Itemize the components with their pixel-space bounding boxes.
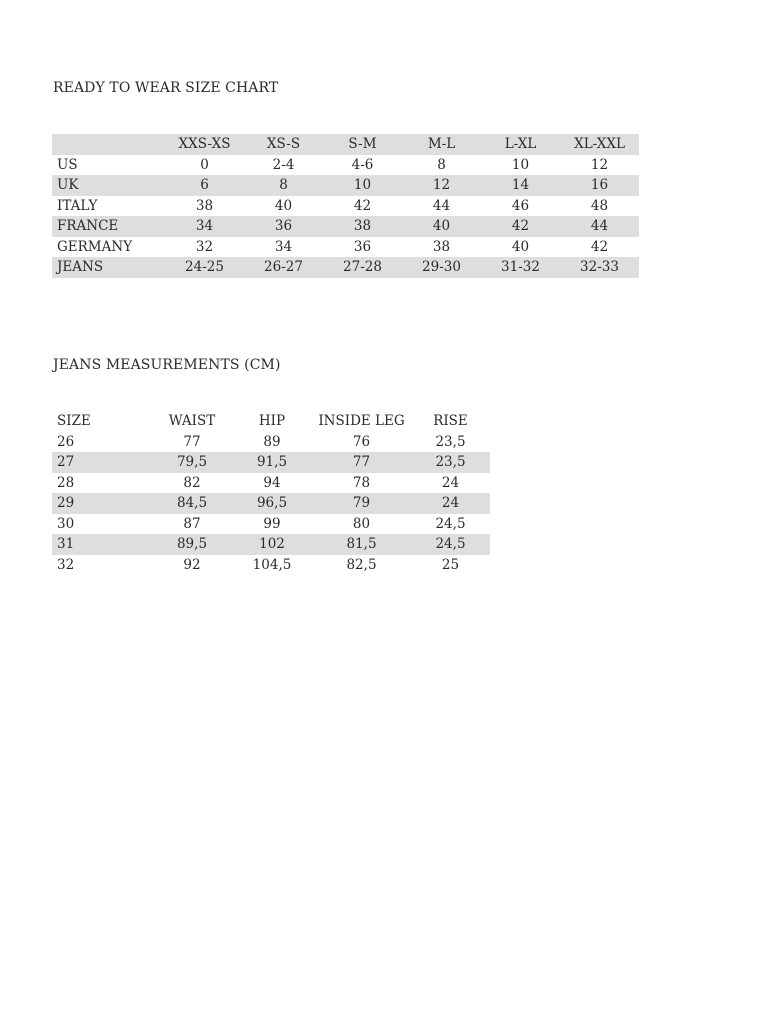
table-row [52, 452, 490, 473]
table-cell: 89 [263, 433, 281, 450]
row-label: 26 [57, 433, 75, 450]
table-cell: 2-4 [272, 156, 295, 173]
table-row [52, 432, 490, 453]
table-cell: 79 [312, 493, 411, 514]
table-cell: 96,5 [232, 493, 312, 514]
table-cell: 6 [165, 175, 244, 196]
table-cell: 40 [274, 197, 293, 214]
table-cell: 34 [165, 216, 244, 237]
table-cell: 81,5 [312, 534, 411, 555]
table-cell: 84,5 [152, 493, 232, 514]
table-cell: 99 [263, 515, 281, 532]
table-cell: 76 [352, 433, 371, 450]
table-row [52, 257, 639, 278]
table-cell: 44 [560, 216, 639, 237]
table-cell: 40 [511, 238, 530, 255]
row-label: 28 [57, 474, 75, 491]
column-header: RISE [433, 413, 468, 429]
table-cell: 0 [200, 156, 209, 173]
table-cell: 102 [232, 534, 312, 555]
table-cell: 23,5 [411, 452, 490, 473]
row-label: GERMANY [57, 238, 133, 255]
table-cell: 44 [432, 197, 451, 214]
table-cell: 80 [352, 515, 371, 532]
table-cell: 24 [411, 493, 490, 514]
table-row [52, 555, 490, 576]
table-cell: 14 [481, 175, 560, 196]
column-header [52, 134, 165, 155]
table-row [52, 196, 639, 217]
table-cell: 40 [402, 216, 481, 237]
table-cell: 24 [441, 474, 460, 491]
table-cell: 94 [263, 474, 281, 491]
column-header: HIP [258, 413, 286, 429]
column-header: XS-S [244, 134, 323, 155]
table-cell: 42 [590, 238, 609, 255]
column-header: XXS-XS [165, 134, 244, 155]
row-label: FRANCE [52, 216, 165, 237]
table-cell: 38 [323, 216, 402, 237]
table-row [52, 216, 639, 237]
row-label: 27 [52, 452, 152, 473]
table-cell: 23,5 [435, 433, 466, 450]
table-header-row [52, 411, 490, 432]
table-cell: 104,5 [252, 556, 292, 573]
table-cell: 36 [353, 238, 372, 255]
table-header-row [52, 134, 639, 155]
table-row [52, 155, 639, 176]
table-row [52, 534, 490, 555]
row-label: US [57, 156, 78, 173]
table-cell: 82,5 [346, 556, 377, 573]
table-cell: 77 [312, 452, 411, 473]
column-header: XL-XXL [560, 134, 639, 155]
table-cell: 24-25 [165, 257, 244, 278]
table-cell: 91,5 [232, 452, 312, 473]
row-label: 29 [52, 493, 152, 514]
table-cell: 24,5 [435, 515, 466, 532]
table-cell: 38 [195, 197, 214, 214]
table-cell: 8 [244, 175, 323, 196]
column-header: INSIDE LEG [318, 413, 405, 429]
table-cell: 25 [441, 556, 460, 573]
table-cell: 8 [437, 156, 446, 173]
table-cell: 79,5 [152, 452, 232, 473]
table-row [52, 514, 490, 535]
table-cell: 48 [590, 197, 609, 214]
table-cell: 77 [183, 433, 201, 450]
table-cell: 10 [323, 175, 402, 196]
jeans-measurements-table [52, 411, 490, 575]
ready-to-wear-size-table [52, 134, 639, 278]
table-cell: 31-32 [481, 257, 560, 278]
table-cell: 92 [183, 556, 201, 573]
table-cell: 42 [353, 197, 372, 214]
table-cell: 32 [195, 238, 214, 255]
table-cell: 36 [244, 216, 323, 237]
row-label: 30 [57, 515, 75, 532]
column-header: SIZE [57, 413, 91, 429]
table-cell: 34 [274, 238, 293, 255]
table-row [52, 473, 490, 494]
table-cell: 27-28 [323, 257, 402, 278]
row-label: JEANS [52, 257, 165, 278]
row-label: 32 [57, 556, 75, 573]
table-cell: 42 [481, 216, 560, 237]
table-cell: 16 [560, 175, 639, 196]
table-cell: 12 [402, 175, 481, 196]
row-label: UK [52, 175, 165, 196]
ready-to-wear-title: READY TO WEAR SIZE CHART [53, 80, 279, 96]
jeans-table-body [52, 411, 490, 575]
table-cell: 46 [511, 197, 530, 214]
ready-to-wear-table-body [52, 134, 639, 278]
column-header: S-M [323, 134, 402, 155]
table-cell: 29-30 [402, 257, 481, 278]
table-row [52, 237, 639, 258]
table-cell: 12 [590, 156, 609, 173]
column-header: M-L [402, 134, 481, 155]
table-cell: 32-33 [560, 257, 639, 278]
table-cell: 10 [511, 156, 530, 173]
table-cell: 26-27 [244, 257, 323, 278]
row-label: 31 [52, 534, 152, 555]
table-cell: 82 [183, 474, 201, 491]
column-header: WAIST [168, 413, 216, 429]
table-cell: 24,5 [411, 534, 490, 555]
table-row [52, 493, 490, 514]
row-label: ITALY [57, 197, 98, 214]
jeans-measurements-title: JEANS MEASUREMENTS (CM) [53, 357, 281, 373]
table-cell: 38 [432, 238, 451, 255]
column-header: L-XL [481, 134, 560, 155]
table-cell: 4-6 [351, 156, 374, 173]
table-cell: 87 [183, 515, 201, 532]
table-cell: 78 [352, 474, 371, 491]
table-cell: 89,5 [152, 534, 232, 555]
table-row [52, 175, 639, 196]
